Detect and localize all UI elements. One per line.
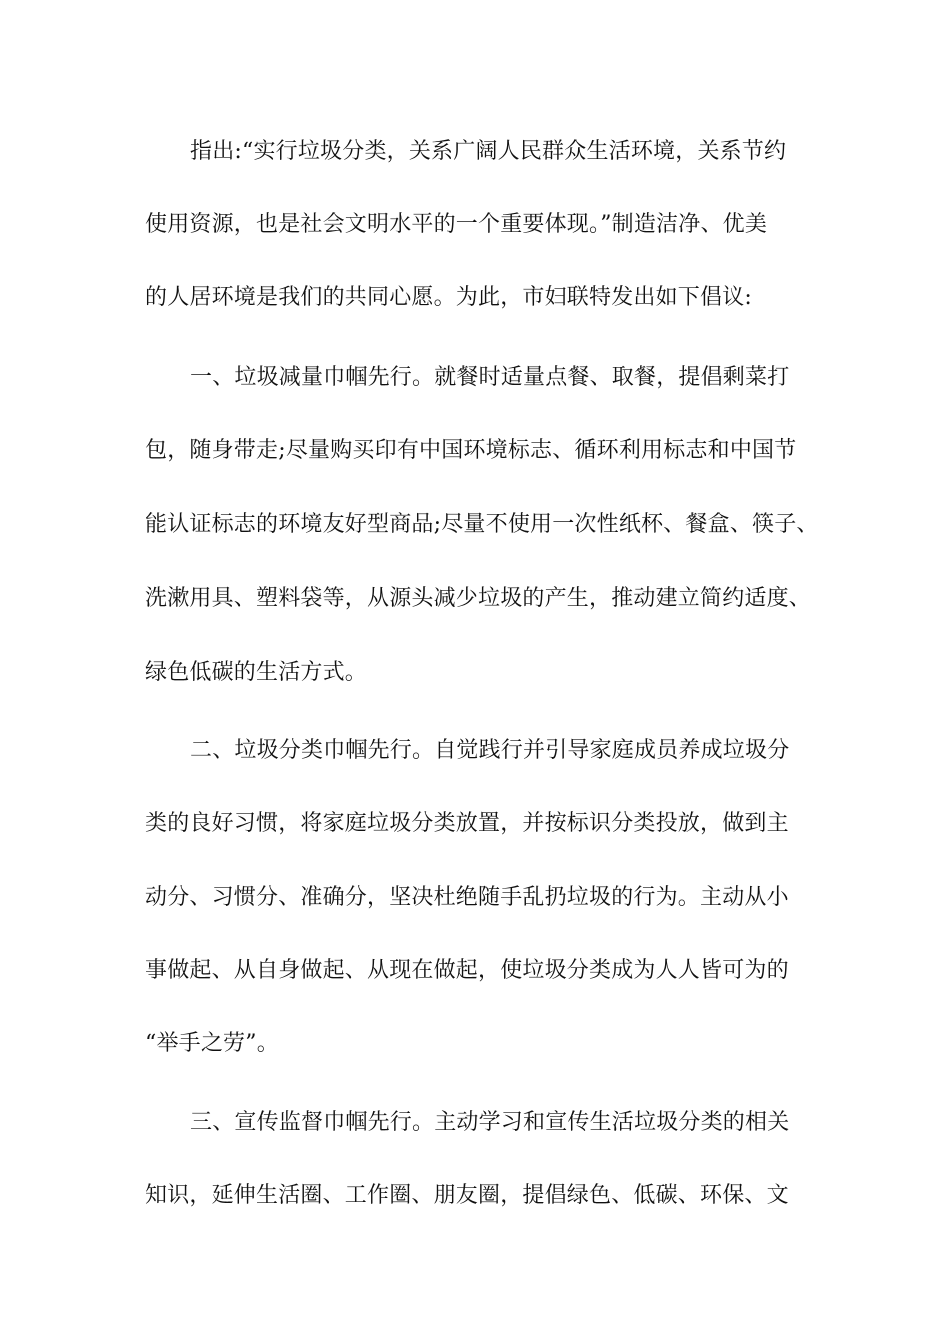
paragraph-line: 事做起、从自身做起、从现在做起，使垃圾分类成为人人皆可为的	[145, 958, 789, 983]
paragraph-line: 知识，延伸生活圈、工作圈、朋友圈，提倡绿色、低碳、环保、文	[145, 1183, 789, 1208]
paragraph-line: 使用资源，也是社会文明水平的一个重要体现。”制造洁净、优美	[145, 212, 768, 237]
paragraph-line: 包，随身带走;尽量购买印有中国环境标志、循环利用标志和中国节	[145, 438, 797, 463]
paragraph-line: 洗漱用具、塑料袋等，从源头减少垃圾的产生，推动建立简约适度、	[145, 586, 812, 611]
paragraph-line: 二、垃圾分类巾帼先行。自觉践行并引导家庭成员养成垃圾分	[190, 738, 790, 763]
paragraph-line: 绿色低碳的生活方式。	[145, 660, 368, 685]
paragraph-line: 指出:“实行垃圾分类，关系广阔人民群众生活环境，关系节约	[190, 139, 787, 164]
paragraph-line: “举手之劳”。	[145, 1031, 279, 1056]
paragraph-line: 的人居环境是我们的共同心愿。为此，市妇联特发出如下倡议:	[145, 285, 753, 310]
paragraph-line: 能认证标志的环境友好型商品;尽量不使用一次性纸杯、餐盒、筷子、	[145, 512, 819, 537]
paragraph-line: 一、垃圾减量巾帼先行。就餐时适量点餐、取餐，提倡剩菜打	[190, 365, 790, 390]
paragraph-line: 动分、习惯分、准确分，坚决杜绝随手乱扔垃圾的行为。主动从小	[145, 885, 789, 910]
paragraph-line: 三、宣传监督巾帼先行。主动学习和宣传生活垃圾分类的相关	[190, 1110, 790, 1135]
paragraph-line: 类的良好习惯，将家庭垃圾分类放置，并按标识分类投放，做到主	[145, 811, 789, 836]
